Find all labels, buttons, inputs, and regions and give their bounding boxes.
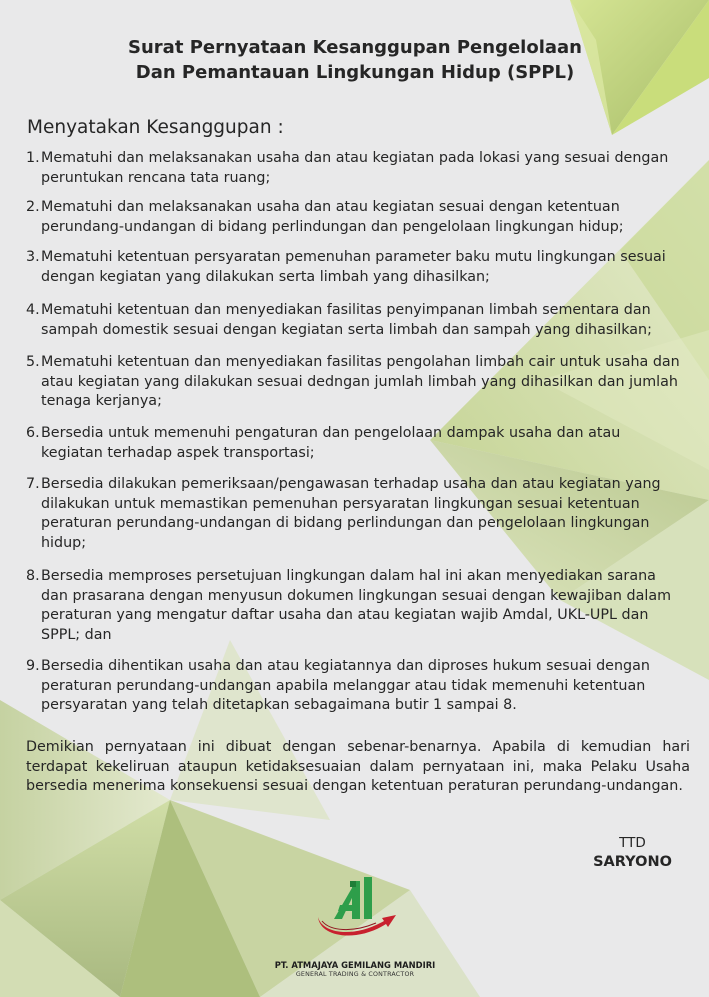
list-item-line: atau kegiatan yang dilakukan sesuai dedngan jumlah limbah yang dihasilkan dan jumlah bbox=[41, 373, 678, 390]
list-item-number: 4. bbox=[26, 302, 40, 318]
list-item-text bbox=[41, 149, 691, 188]
company-name: PT. ATMAJAYA GEMILANG MANDIRI bbox=[274, 960, 436, 970]
list-item-line: sampah domestik sesuai dengan kegiatan serta limbah dan sampah yang dihasilkan; bbox=[41, 321, 652, 338]
list-item-line: persyaratan yang telah ditetapkan sebagaimana butir 1 sampai 8. bbox=[41, 697, 517, 713]
list-item-text bbox=[41, 424, 691, 463]
company-tagline: GENERAL TRADING & CONTRACTOR bbox=[295, 971, 415, 978]
list-item-line: hidup; bbox=[41, 534, 87, 551]
list-item-line: Mematuhi dan melaksanakan usaha dan atau kegiatan pada lokasi yang sesuai dengan bbox=[41, 150, 669, 166]
document-title bbox=[60, 35, 650, 85]
list-item-number: 2. bbox=[26, 199, 40, 215]
list-item-line: dan prasarana dengan menyusun dokumen lingkungan sesuai dengan kewajiban dalam bbox=[41, 587, 672, 604]
list-item-number: 7. bbox=[26, 476, 40, 492]
signer-name: SARYONO bbox=[593, 854, 672, 870]
section-heading: Menyatakan Kesanggupan : bbox=[27, 117, 284, 138]
list-item-line: dilakukan untuk memastikan pemenuhan persyaratan lingkungan sesuai ketentuan bbox=[41, 495, 640, 512]
list-item-number: 6. bbox=[26, 425, 40, 441]
list-item-number: 9. bbox=[26, 658, 40, 674]
closing-line: bersedia menerima konsekuensi sesuai dengan ketentuan peraturan perundang-undangan. bbox=[26, 778, 683, 794]
list-item-line: Bersedia dilakukan pemeriksaan/pengawasan terhadap usaha dan atau kegiatan yang bbox=[41, 476, 661, 492]
list-item-text bbox=[41, 475, 691, 553]
list-item-line: SPPL; dan bbox=[41, 626, 112, 643]
signature-label: TTD bbox=[619, 835, 646, 851]
list-item-line: tenaga kerjanya; bbox=[41, 393, 162, 409]
list-item-line: Mematuhi dan melaksanakan usaha dan atau kegiatan sesuai dengan ketentuan bbox=[41, 199, 620, 215]
list-item-text bbox=[41, 198, 691, 237]
list-item-line: Mematuhi ketentuan dan menyediakan fasilitas pengolahan limbah cair untuk usaha dan bbox=[41, 354, 680, 370]
closing-line: Demikian pernyataan ini dibuat dengan sebenar-benarnya. Apabila di kemudian hari bbox=[26, 739, 690, 755]
list-item-line: Mematuhi ketentuan persyaratan pemenuhan parameter baku mutu lingkungan sesuai bbox=[41, 249, 666, 265]
title-line-2: Dan Pemantauan Lingkungan Hidup (SPPL) bbox=[135, 62, 575, 83]
list-item-line: Mematuhi ketentuan dan menyediakan fasilitas penyimpanan limbah sementara dan bbox=[41, 302, 651, 318]
list-item-number: 3. bbox=[26, 249, 40, 265]
list-item-text bbox=[41, 353, 691, 412]
list-item-text bbox=[41, 301, 691, 340]
closing-paragraph bbox=[26, 738, 690, 797]
list-item-line: dengan kegiatan yang dilakukan serta limbah yang dihasilkan; bbox=[41, 268, 490, 285]
list-item-line: Bersedia dihentikan usaha dan atau kegiatannya dan diproses hukum sesuai dengan bbox=[41, 658, 650, 674]
company-logo-icon bbox=[312, 875, 398, 947]
list-item-line: peraturan perundang-undangan di bidang perlindungan dan pengelolaan lingkungan bbox=[41, 515, 650, 531]
list-item-line: peraturan perundang-undangan apabila melanggar atau tidak memenuhi ketentuan bbox=[41, 677, 646, 694]
list-item-line: perundang-undangan di bidang perlindungan dan pengelolaan lingkungan hidup; bbox=[41, 218, 624, 235]
list-item-text bbox=[41, 657, 691, 716]
list-item-number: 8. bbox=[26, 568, 40, 584]
list-item-text bbox=[41, 567, 691, 645]
list-item-number: 5. bbox=[26, 354, 40, 370]
list-item-line: Bersedia untuk memenuhi pengaturan dan pengelolaan dampak usaha dan atau bbox=[41, 425, 621, 441]
list-item-line: peruntukan rencana tata ruang; bbox=[41, 169, 271, 186]
title-line-1: Surat Pernyataan Kesanggupan Pengelolaan bbox=[128, 37, 582, 58]
list-item-line: kegiatan terhadap aspek transportasi; bbox=[41, 444, 315, 461]
closing-line: terdapat kekeliruan ataupun ketidaksesuaian dalam pernyataan ini, maka Pelaku Usaha bbox=[26, 758, 690, 775]
list-item-number: 1. bbox=[26, 150, 40, 166]
list-item-line: Bersedia memproses persetujuan lingkungan dalam hal ini akan menyediakan sarana bbox=[41, 568, 656, 584]
list-item-line: peraturan yang mengatur daftar usaha dan atau kegiatan wajib Amdal, UKL-UPL dan bbox=[41, 607, 649, 623]
list-item-text bbox=[41, 248, 691, 287]
